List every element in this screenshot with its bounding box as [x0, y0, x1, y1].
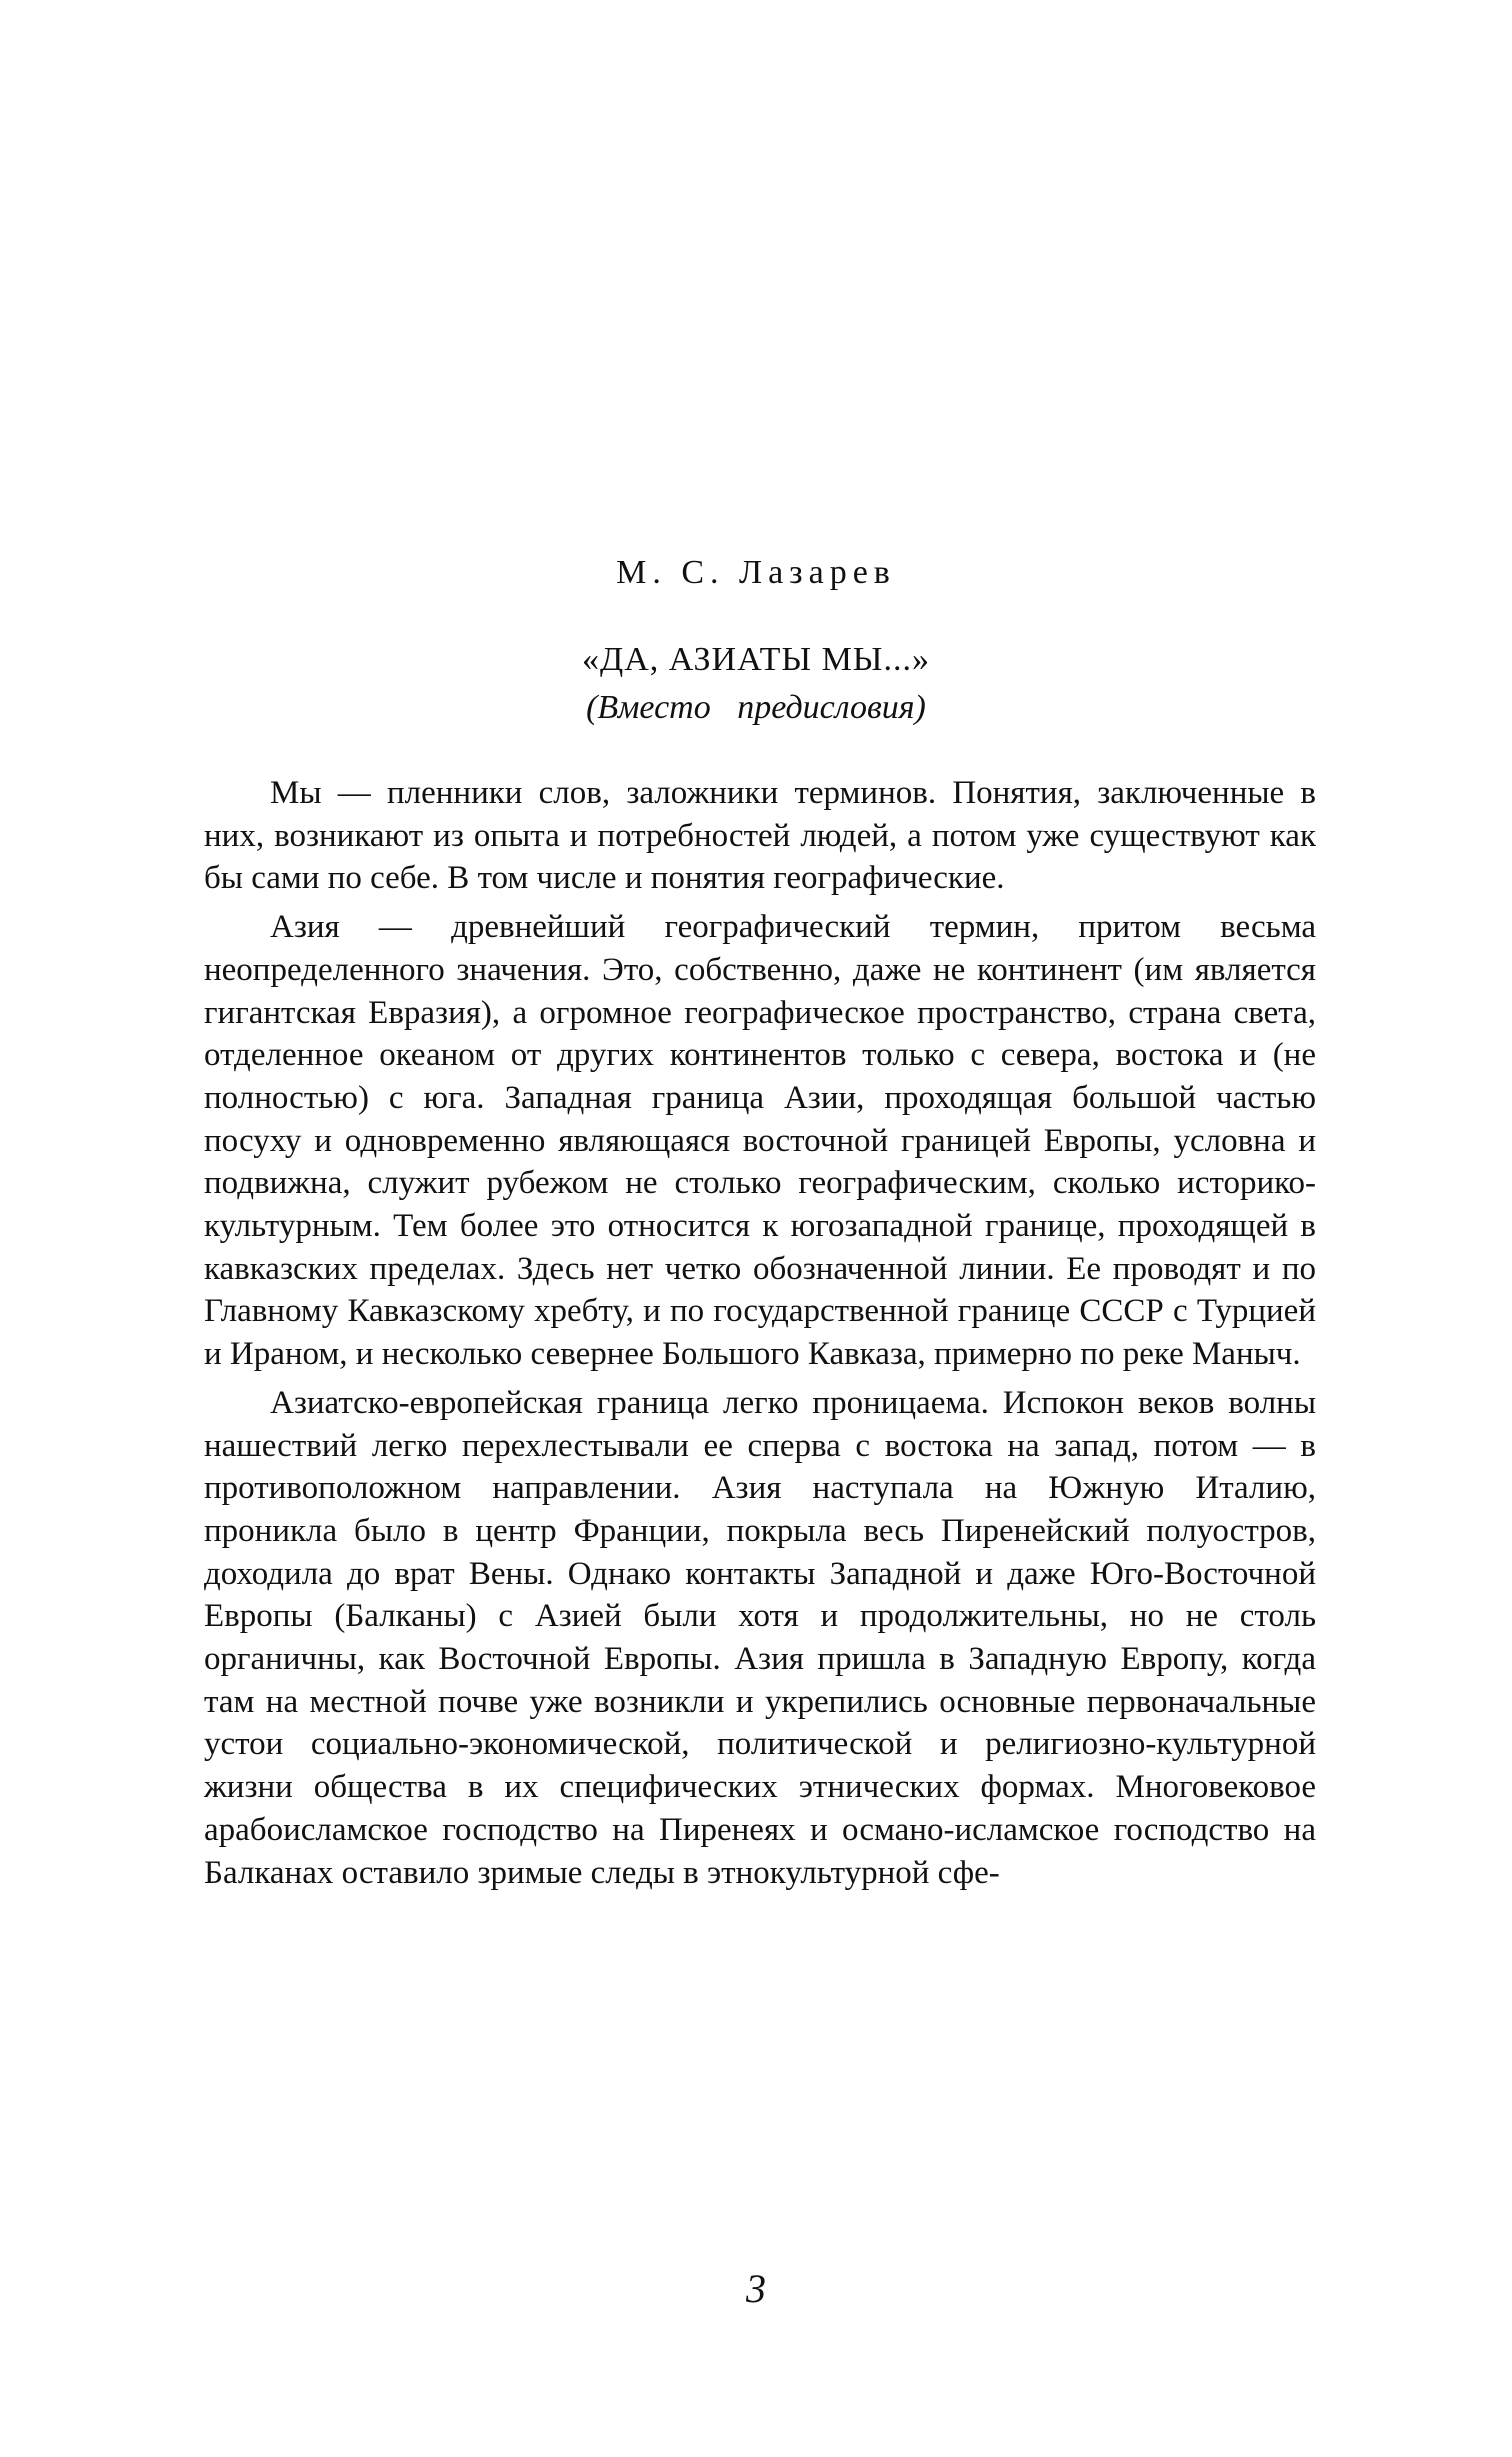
paragraph: Мы — пленники слов, заложники терминов. Понятия, заключенные в них, возникают из опыта и потребностей людей, а потом уже существуют как бы сами по себе. В том числе и понятия географические. [204, 775, 1316, 897]
body-text [204, 772, 1316, 1894]
chapter-subtitle: (Вместо предисловия) [586, 689, 926, 726]
chapter-title: «ДА, АЗИАТЫ МЫ...» [582, 641, 930, 678]
author-name: М. С. Лазарев [616, 554, 896, 591]
paragraph: Азиатско-европейская граница легко проницаема. Испокон веков волны нашествий легко перехлестывали ее сперва с востока на запад, потом — в противоположном направлении. Азия наступала на Южную Италию, проникла было в центр Франции, покрыла весь Пиренейский полуостров, доходила до врат Вены. Однако контакты Западной и даже Юго-Восточной Европы (Балканы) с Азией были хотя и продолжительны, но не столь органичны, как Восточной Европы. Азия пришла в Западную Европу, когда там на местной почве уже возникли и укрепились основные первоначальные устои социально-экономической, политической и религиозно-культурной жизни общества в их специфических этнических формах. Многовековое арабоисламское господство на Пиренеях и османо-исламское господство на Балканах оставило зримые следы в этнокультурной сфе- [204, 1384, 1316, 1891]
paragraph: Азия — древнейший географический термин, притом весьма неопределенного значения. Это, собственно, даже не континент (им является гигантская Евразия), а огромное географическое пространство, страна света, отделенное океаном от других континентов только с севера, востока и (не полностью) с юга. Западная граница Азии, проходящая большой частью посуху и одновременно являющаяся восточной границей Европы, условна и подвижна, служит рубежом не столько географическим, сколько историко-культурным. Тем более это относится к югозападной границе, проходящей в кавказских пределах. Здесь нет четко обозначенной линии. Ее проводят и по Главному Кавказскому хребту, и по государственной границе СССР с Турцией и Ираном, и несколько севернее Большого Кавказа, примерно по реке Маныч. [204, 909, 1316, 1373]
page-number: 3 [746, 2266, 766, 2311]
